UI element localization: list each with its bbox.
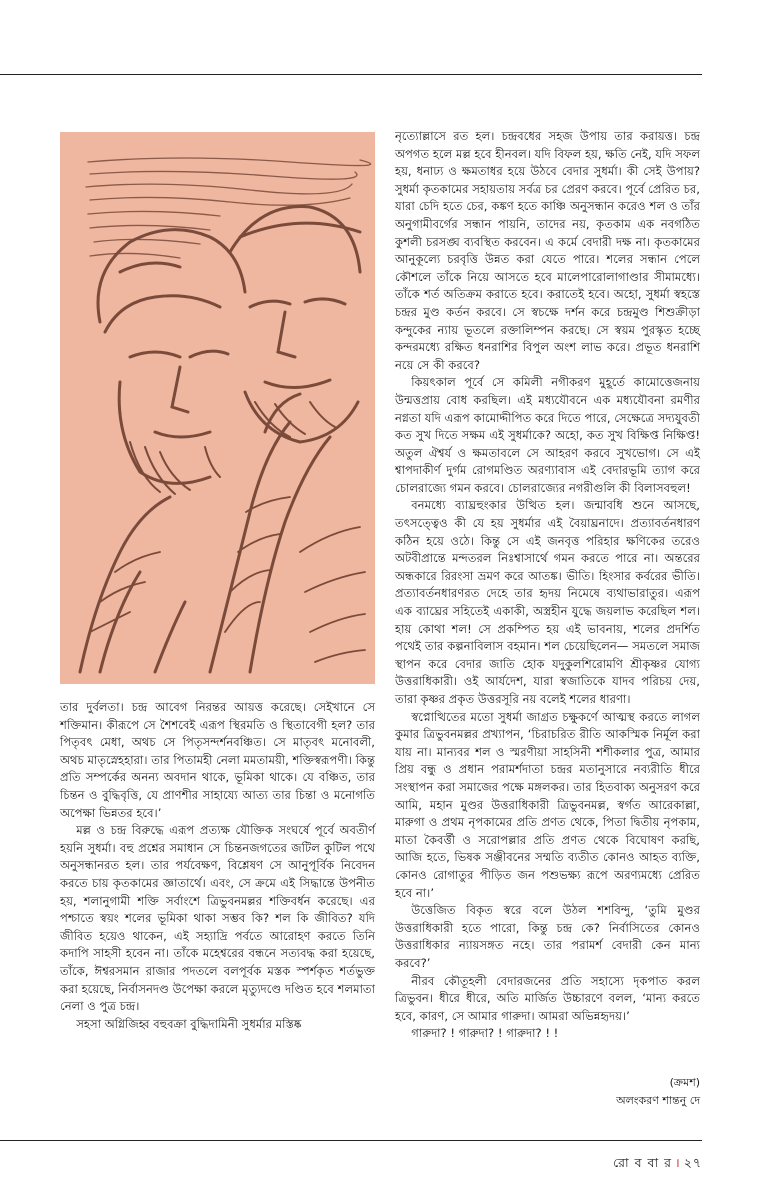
paragraph: গারুদা? ! গারুদা? ! গারুদা? ! ! (411, 1026, 559, 1041)
paragraph: সহসা অগ্নিজিহ্ব বহুবক্রা বুদ্ধিদামিনী সুধর্মার মস্তিষ্ক (76, 1016, 302, 1031)
paragraph: তার দুর্বলতা। চন্দ্র আবেগ নিরন্তর আয়ত্ত করেছে। সেইখানে সে শক্তিমান। কীরূপে সে শৈশবেই এরূপ স্থিরমতি ও স্থিতাবেগী হল? তার পিতৃবৎ মেধা, অথচ সে পিতৃসন্দর্শনবঞ্চিত। সে মাতৃবৎ মনোবলী, অথচ মাতৃস্নেহহারা। তার পিতামহী নেলা মমতাময়ী, শক্তিস্বরূপণী। কিন্তু প্রতি সম্পর্কের অনন্য অবদান থাকে, ভূমিকা থাকে। যে বঞ্চিত, তার চিন্তন ও বুদ্ধিবৃত্তি, যে প্রাণশীর সাহায্যে আত্য তার চিন্তা ও মনোগতি অপেক্ষা ভিন্নতর হবে।’ (60, 700, 375, 820)
continued-label: (ক্রমশ) (669, 1076, 700, 1089)
page-number: ২৭ (683, 1155, 702, 1170)
signoff (395, 1074, 700, 1110)
paragraph: কিয়ৎকাল পূর্বে সে কমিলী নগীকরণ মুহূর্তে কামোত্তেজনায় উন্মত্তপ্রায় বোধ করছিল। এই মধ্যযৌবনে এক মধ্যযৌবনা রমণীর নগ্নতা যদি এরূপ কামোদ্দীপিত করে দিতে পারে, সেক্ষেত্রে সদ্যযুবতী কত সুখ দিতে সক্ষম এই সুধর্মাকে? অহো, কত সুখ বিক্ষিপ্ত নিক্ষিপ্ত! অতুল ঐশ্বর্য ও ক্ষমতাবলে সে আহরণ করবে সুখভোগ। সে এই শ্বাপদাকীর্ণ দুর্গম রোগমণ্ডিত অরণ্যাবাস এই বেদারভূমি ত্যাগ করে চোলরাজ্যে গমন করবে। চোলরাজ্যের নগরীগুলি কী বিলাসবহুল! (395, 375, 700, 495)
paragraph: নীরব কৌতূহলী বেদারজনের প্রতি সহাস্যে দৃকপাত করল ত্রিভুবন। ধীরে ধীরে, অতি মার্জিত উচ্চারণে বলল, ‘মান্য করতে হবে, কারণ, সে আমার গারুদা। আমরা অভিন্নহৃদয়।’ (395, 973, 700, 1023)
paragraph: মল্ল ও চন্দ্র বিরুদ্ধে এরূপ প্রত্যক্ষ যৌক্তিক সংঘর্ষে পূর্বে অবতীর্ণ হয়নি সুধর্মা। বহু প্রশ্নের সমাধান সে চিন্তনজগতের জটিল কুটিল পথে অনুসন্ধানরত হল। তার পর্যবেক্ষণ, বিশ্লেষণ সে আনুপূর্বিক নিবেদন করতে চায় কৃতকামের জ্ঞাতার্থে। এবং, সে ক্রমে এই সিদ্ধান্তে উপনীত হয়, শলানুগামী শক্তি সর্বাংশে ত্রিভুবনমল্লর শক্তিবর্ধন করেছে। এর পশ্চাতে স্বয়ং শলের ভূমিকা থাকা সম্ভব কি? শল কি জীবিত? যদি জীবিত হয়েও থাকেন, এই সহ্যাদ্রি পর্বতে আরোহণ করতে তিনি কদাপি সাহসী হবেন না। তাঁকে মহেশ্বরের বন্ধনে সত্যবদ্ধ করা হয়েছে, তাঁকে, ঈশ্বরসমান রাজার পদতলে বলপূর্বক মস্তক স্পর্শকৃত শর্তভুক্ত করা হয়েছে, নির্বাসনদণ্ড উপেক্ষা করলে মৃত্যুদণ্ডে দণ্ডিত হবে শলমাতা নেলা ও পুত্র চন্দ্র। (60, 823, 375, 1014)
folio-separator: । (674, 1155, 681, 1170)
paragraph: বনমধ্যে ব্যাঘ্রহুংকার উত্থিত হল। জন্মাবধি শুনে আসছে, তৎসত্ত্বেও কী যে হয় সুধর্মার এই বৈয়াঘ্রনাদে। প্রত্যাবর্তনধারণ কঠিন হয়ে ওঠে। কিন্তু সে এই জনবৃত্ত পরিহার ক্ষণিকের তরেও অটবীপ্রান্তে মন্দতরল নিঃশ্বাসার্থে গমন করতে পারে না। অন্তরের অন্ধকারে রিরংসা ভ্রমণ করে আতঙ্ক। ভীতি। হিংসার কর্বরের ভীতি। প্রত্যাবর্তনধারণরত দেহে তার হৃদয় নিমেষে ব্যথাভারাতুর। এরূপ এক ব্যাঘ্রের সহিতেই একাকী, অস্ত্রহীন যুদ্ধে জয়লাভ করেছিল শল। হায় কোথা শল! সে প্রকম্পিত হয় এই ভাবনায়, শলের প্রদর্শিত পথেই তার কল্পনাবিলাস বহমান। শল চেয়েছিলেন— সমতলে সমাজ স্থাপন করে বেদার জাতি হোক যদুকুলশিরোমণি শ্রীকৃষ্ণর যোগ্য উত্তরাধিকারী। ওই আর্যদেশ, যারা স্বজাতিকে যাদব পরিচয় দেয়, তারা কৃষ্ণর প্রকৃত উত্তরসূরি নয় বলেই শলের ধারণা। (395, 498, 700, 706)
top-rule (0, 74, 702, 75)
illustration (60, 132, 375, 684)
bottom-rule (0, 1140, 702, 1141)
page-folio (602, 1154, 702, 1175)
left-column (60, 699, 375, 1033)
section-name: রো ব বা র (613, 1155, 672, 1170)
paragraph: নৃত্যোল্লাসে রত হল। চন্দ্রবধের সহজ উপায় তার করায়ত্ত। চন্দ্র অপগত হলে মল্ল হবে হীনবল। যদি বিফল হয়, ক্ষতি নেই, যদি সফল হয়, ধনাঢ্য ও ক্ষমতাধর হয়ে উঠবে বেদার সুধর্মা। কী সেই উপায়? সুধর্মা কৃতকামের সহায়তায় সর্বত্র চর প্রেরণ করবে। পূর্বে প্রেরিত চর, যারা চেদি হতে চের, কঙ্কণ হতে কাঞ্চি অনুসন্ধান করেও শল ও তাঁর অনুগামীবর্গের সন্ধান পায়নি, তাদের নয়, কৃতকাম এক নবগঠিত কুশলী চরসঙ্ঘ ব্যবস্থিত করবেন। এ কর্মে বেদারী দক্ষ না। কৃতকামের আনুকূল্যে চরবৃত্তি উন্নত করা যেতে পারে। শলের সন্ধান পেলে কৌশলে তাঁকে নিয়ে আসতে হবে মালেপারোলাগাণ্ডার সীমামধ্যে। তাঁকে শর্ত অতিক্রম করাতে হবে। করাতেই হবে। অহো, সুধর্মা স্বহস্তে চন্দ্রর মুণ্ড কর্তন করবে। সে স্বচক্ষে দর্শন করে চন্দ্রমুণ্ড শিশুক্রীড়া কন্দুকের ন্যায় ভূতলে রক্তালিম্পন করছে। সে স্বয়ম পুরস্কৃত হচ্ছে কন্দরমধ্যে রক্ষিত ধনরাশির বিপুল অংশ লাভ করে। প্রভূত ধনরাশি নয়ে সে কী করবে? (395, 129, 700, 372)
right-column (395, 128, 700, 1043)
paragraph: উত্তেজিত বিকৃত স্বরে বলে উঠল শশবিন্দু, ‘তুমি মুণ্ডর উত্তরাধিকারী হতে পারো, কিন্তু চন্দ্র কে? নির্বাসিতের কোনও উত্তরাধিকার ন্যায়সঙ্গত নহে। তার পরামর্শ বেদারী কেন মান্য করবে?’ (395, 903, 700, 970)
paragraph: স্বপ্নোত্থিতের মতো সুধর্মা জাগ্রত চক্ষুকর্ণে আত্মস্থ করতে লাগল কুমার ত্রিভুবনমল্লর প্রখ্যাপন, ‘চিরাচরিত রীতি আকস্মিক নির্মূল করা যায় না। মান্যবর শল ও স্মরণীয়া সাহসিনী শশীকলার পুত্র, আমার প্রিয় বন্ধু ও প্রধান পরামর্শদাতা চন্দ্রর মতানুসারে নব্যরীতি ধীরে সংস্থাপন করা সমাজের পক্ষে মঙ্গলকর। তার হিতবাক্য অনুসরণ করে আমি, মহান মুণ্ডর উত্তরাধিকারী ত্রিভুবনমল্ল, স্বর্গত আরেকাল্লা, মারুগা ও প্রথম নৃপকামের প্রতি প্রণত থেকে, পিতা দ্বিতীয় নৃপকাম, মাতা কৈবর্ত্তী ও সরোপল্লার প্রতি প্রণত থেকে বিঘোষণ করছি, আজি হতে, ভিষক সঞ্জীবনের সম্মতি ব্যতীত কোনও আহত ব্যক্তি, কোনও রোগাতুর পীড়িত জন পশুভক্ষ্য রূপে অরণ্যমধ্যে প্রেরিত হবে না।’ (395, 709, 700, 900)
woodcut-illustration (60, 132, 375, 684)
illustration-credit: অলংকরণ শান্তনু দে (616, 1094, 700, 1107)
